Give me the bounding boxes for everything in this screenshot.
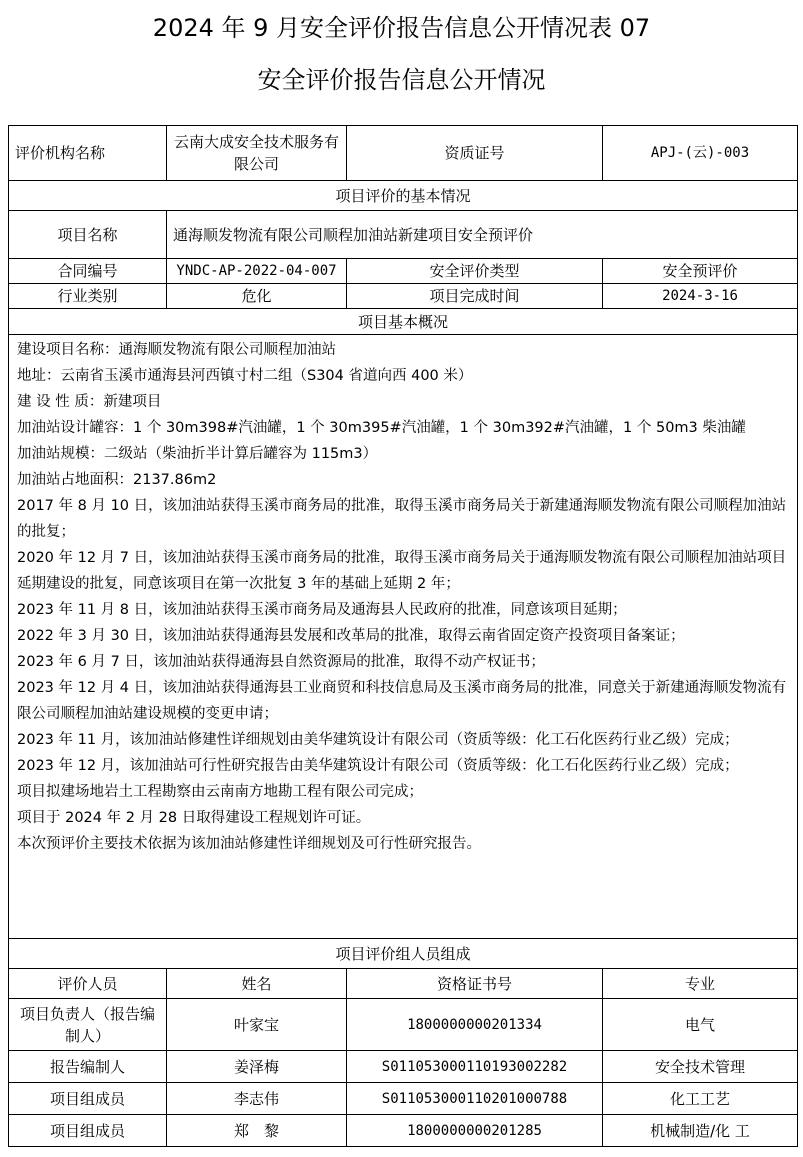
overview-paragraph: 2023 年 6 月 7 日，该加油站获得通海县自然资源局的批准，取得不动产权证书； xyxy=(17,654,545,670)
team-row xyxy=(9,1115,798,1147)
overview-paragraph: 本次预评价主要技术依据为该加油站修建性详细规划及可行性研究报告。 xyxy=(17,836,481,852)
overview-paragraph: 2017 年 8 月 10 日，该加油站获得玉溪市商务局的批准，取得玉溪市商务局关于新建通海顺发物流有限公司顺程加油站的批复； xyxy=(17,498,787,540)
eval-type-label: 安全评价类型 xyxy=(347,259,603,284)
member-major: 机械制造/化 工 xyxy=(603,1115,798,1147)
member-cert: S011053000110201000788 xyxy=(347,1083,603,1115)
org-value: 云南大成安全技术服务有限公司 xyxy=(167,126,347,181)
member-major: 安全技术管理 xyxy=(603,1051,798,1083)
member-name: 李志伟 xyxy=(167,1083,347,1115)
industry-row xyxy=(9,284,798,309)
cert-label: 资质证号 xyxy=(347,126,603,181)
overview-paragraph: 2023 年 11 月，该加油站修建性详细规划由美华建筑设计有限公司（资质等级：化工石化医药行业乙级）完成； xyxy=(17,732,739,748)
contract-value: YNDC-AP-2022-04-007 xyxy=(167,259,347,284)
member-cert: S011053000110193002282 xyxy=(347,1051,603,1083)
finish-value: 2024-3-16 xyxy=(603,284,798,309)
project-name-value: 通海顺发物流有限公司顺程加油站新建项目安全预评价 xyxy=(167,211,798,259)
overview-paragraph: 加油站规模：二级站（柴油折半计算后罐容为 115m3） xyxy=(17,446,378,462)
industry-label: 行业类别 xyxy=(9,284,167,309)
member-role: 项目负责人（报告编制人） xyxy=(9,999,167,1051)
contract-label: 合同编号 xyxy=(9,259,167,284)
member-role: 项目组成员 xyxy=(9,1083,167,1115)
industry-value: 危化 xyxy=(167,284,347,309)
overview-header-row xyxy=(9,309,798,335)
overview-paragraph: 加油站占地面积：2137.86m2 xyxy=(17,472,217,488)
overview-paragraph: 2022 年 3 月 30 日，该加油站获得通海县发展和改革局的批准，取得云南省固定资产投资项目备案证； xyxy=(17,628,685,644)
basic-header-row xyxy=(9,181,798,211)
org-row xyxy=(9,126,798,181)
overview-paragraph: 2023 年 12 月，该加油站可行性研究报告由美华建筑设计有限公司（资质等级：化工石化医药行业乙级）完成； xyxy=(17,758,739,774)
overview-paragraph: 项目拟建场地岩土工程勘察由云南南方地勘工程有限公司完成； xyxy=(17,784,423,800)
project-name-label: 项目名称 xyxy=(9,211,167,259)
col-name-header: 姓名 xyxy=(167,969,347,999)
member-name: 郑 黎 xyxy=(167,1115,347,1147)
disclosure-table xyxy=(8,125,798,1147)
member-cert: 1800000000201285 xyxy=(347,1115,603,1147)
overview-section-header: 项目基本概况 xyxy=(9,309,798,335)
overview-paragraph: 项目于 2024 年 2 月 28 日取得建设工程规划许可证。 xyxy=(17,810,371,826)
cert-value: APJ-(云)-003 xyxy=(603,126,798,181)
org-label: 评价机构名称 xyxy=(9,126,167,181)
team-row xyxy=(9,999,798,1051)
team-row xyxy=(9,1083,798,1115)
overview-body-row xyxy=(9,335,798,939)
team-header-row xyxy=(9,939,798,969)
col-cert-header: 资格证书号 xyxy=(347,969,603,999)
project-name-row xyxy=(9,211,798,259)
overview-paragraph: 2023 年 12 月 4 日，该加油站获得通海县工业商贸和科技信息局及玉溪市商务局的批准，同意关于新建通海顺发物流有限公司顺程加油站建设规模的变更申请； xyxy=(17,680,787,722)
overview-paragraph: 建 设 性 质：新建项目 xyxy=(17,394,162,410)
member-major: 化工工艺 xyxy=(603,1083,798,1115)
member-name: 姜泽梅 xyxy=(167,1051,347,1083)
member-major: 电气 xyxy=(603,999,798,1051)
basic-section-header: 项目评价的基本情况 xyxy=(9,181,798,211)
overview-paragraph: 2020 年 12 月 7 日，该加油站获得玉溪市商务局的批准，取得玉溪市商务局关于通海顺发物流有限公司顺程加油站项目延期建设的批复，同意该项目在第一次批复 3 年的基础上延期 2 年； xyxy=(17,550,787,592)
overview-paragraph: 加油站设计罐容：1 个 30m398#汽油罐，1 个 30m395#汽油罐，1 个 30m392#汽油罐，1 个 50m3 柴油罐 xyxy=(17,420,746,436)
team-columns-row xyxy=(9,969,798,999)
member-cert: 1800000000201334 xyxy=(347,999,603,1051)
finish-label: 项目完成时间 xyxy=(347,284,603,309)
overview-paragraph: 2023 年 11 月 8 日，该加油站获得玉溪市商务局及通海县人民政府的批准，同意该项目延期； xyxy=(17,602,627,618)
document-title: 2024 年 9 月安全评价报告信息公开情况表 07 xyxy=(152,14,651,42)
team-row xyxy=(9,1051,798,1083)
eval-type-value: 安全预评价 xyxy=(603,259,798,284)
member-name: 叶家宝 xyxy=(167,999,347,1051)
overview-paragraph: 建设项目名称：通海顺发物流有限公司顺程加油站 xyxy=(17,342,336,358)
document-subtitle: 安全评价报告信息公开情况 xyxy=(257,66,546,94)
overview-body xyxy=(9,335,798,939)
contract-row xyxy=(9,259,798,284)
member-role: 报告编制人 xyxy=(9,1051,167,1083)
overview-paragraph: 地址：云南省玉溪市通海县河西镇寸村二组（S304 省道向西 400 米） xyxy=(17,368,473,384)
col-major-header: 专业 xyxy=(603,969,798,999)
member-role: 项目组成员 xyxy=(9,1115,167,1147)
col-role-header: 评价人员 xyxy=(9,969,167,999)
team-section-header: 项目评价组人员组成 xyxy=(9,939,798,969)
